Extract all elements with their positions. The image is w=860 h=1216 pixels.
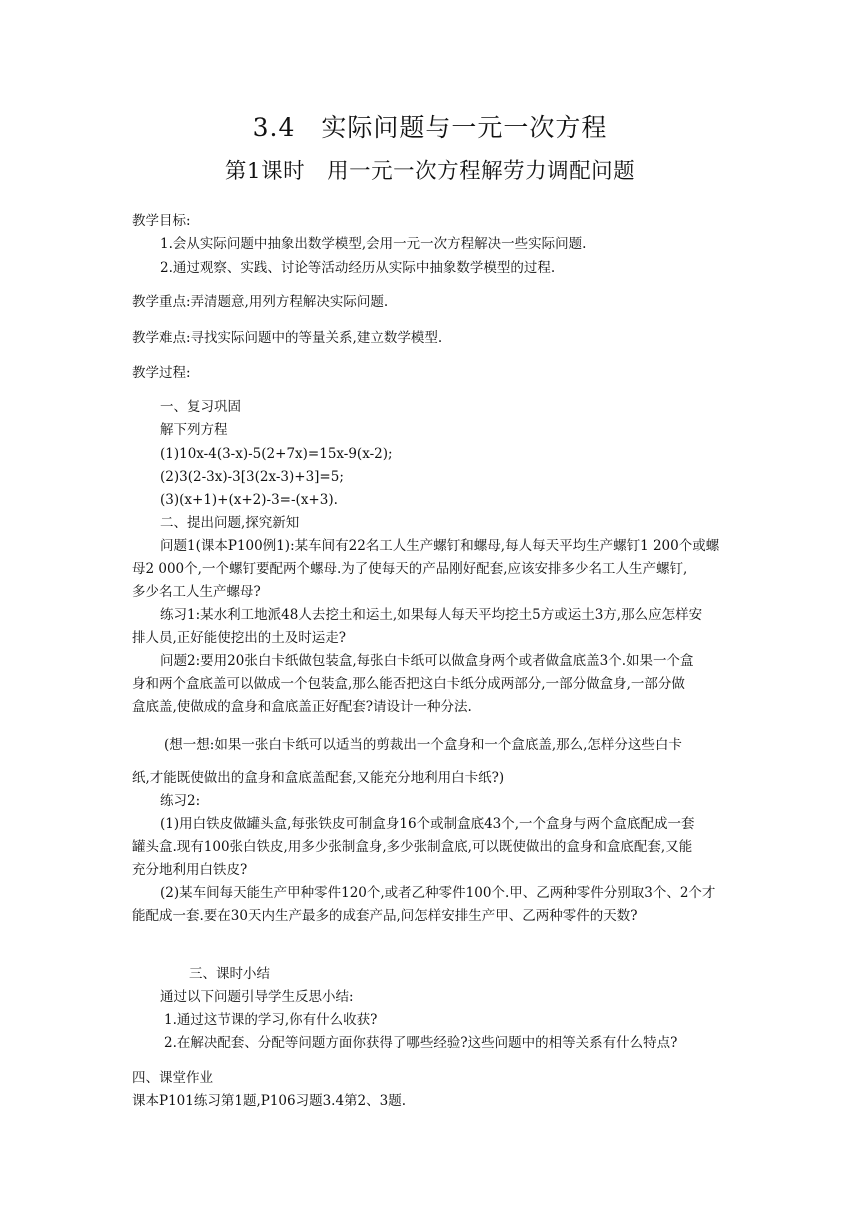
practice2-line: (2)某车间每天能生产甲种零件120个,或者乙种零件100个.甲、乙两种零件分别取3个、2个才	[160, 885, 716, 901]
section-heading: 二、提出问题,探究新知	[160, 515, 300, 531]
problem2-line: 身和两个盒底盖可以做成一个包装盒,那么能否把这白卡纸分成两部分,一部分做盒身,一部分做	[132, 676, 685, 692]
objectives-heading: 教学目标:	[132, 213, 191, 229]
equation: (2)3(2-3x)-3[3(2x-3)+3]=5;	[160, 469, 344, 485]
problem1-line: 多少名工人生产螺母?	[132, 584, 261, 600]
section-heading: 四、课堂作业	[132, 1070, 213, 1086]
practice2-line: 充分地利用白铁皮?	[132, 862, 248, 878]
objective-item: 1.会从实际问题中抽象出数学模型,会用一元一次方程解决一些实际问题.	[160, 236, 587, 252]
page-title: 3.4 实际问题与一元一次方程	[252, 113, 608, 142]
section-heading: 一、复习巩固	[160, 399, 241, 415]
difficult-point: 教学难点:寻找实际问题中的等量关系,建立数学模型.	[132, 330, 443, 346]
problem1-line: 问题1(课本P100例1):某车间有22名工人生产螺钉和螺母,每人每天平均生产螺钉1 200个或螺	[160, 538, 720, 554]
think-line: (想一想:如果一张白卡纸可以适当的剪裁出一个盒身和一个盒底盖,那么,怎样分这些白卡	[164, 737, 682, 753]
practice2-heading: 练习2:	[160, 793, 201, 809]
page-subtitle: 第1课时 用一元一次方程解劳力调配问题	[224, 159, 636, 184]
section-heading: 三、课时小结	[189, 966, 270, 982]
practice2-line: 罐头盒.现有100张白铁皮,用多少张制盒身,多少张制盒底,可以既使做出的盒身和盒底配套,又能	[132, 839, 693, 855]
process-heading: 教学过程:	[132, 365, 191, 381]
key-point: 教学重点:弄清题意,用列方程解决实际问题.	[132, 294, 389, 310]
problem2-line: 盒底盖,使做成的盒身和盒底盖正好配套?请设计一种分法.	[132, 699, 472, 715]
homework-text: 课本P101练习第1题,P106习题3.4第2、3题.	[132, 1093, 407, 1109]
section-intro: 解下列方程	[160, 422, 228, 438]
section-intro: 通过以下问题引导学生反思小结:	[160, 989, 354, 1005]
practice1-line: 排人员,正好能使挖出的土及时运走?	[132, 630, 347, 646]
problem2-line: 问题2:要用20张白卡纸做包装盒,每张白卡纸可以做盒身两个或者做盒底盖3个.如果一个盒	[160, 653, 694, 669]
equation: (3)(x+1)+(x+2)-3=-(x+3).	[160, 492, 338, 508]
summary-item: 1.通过这节课的学习,你有什么收获?	[164, 1012, 378, 1028]
practice2-line: (1)用白铁皮做罐头盒,每张铁皮可制盒身16个或制盒底43个,一个盒身与两个盒底配成一套	[160, 816, 695, 832]
objective-item: 2.通过观察、实践、讨论等活动经历从实际中抽象数学模型的过程.	[160, 260, 556, 276]
practice1-line: 练习1:某水利工地派48人去挖土和运土,如果每人每天平均挖土5方或运土3方,那么应怎样安	[160, 607, 703, 623]
summary-item: 2.在解决配套、分配等问题方面你获得了哪些经验?这些问题中的相等关系有什么特点?	[164, 1035, 678, 1051]
practice2-line: 能配成一套.要在30天内生产最多的成套产品,问怎样安排生产甲、乙两种零件的天数?	[132, 908, 638, 924]
equation: (1)10x-4(3-x)-5(2+7x)=15x-9(x-2);	[160, 446, 393, 462]
think-line: 纸,才能既使做出的盒身和盒底盖配套,又能充分地利用白卡纸?)	[132, 770, 505, 786]
problem1-line: 母2 000个,一个螺钉要配两个螺母.为了使每天的产品刚好配套,应该安排多少名工人生产螺钉,	[132, 561, 688, 577]
